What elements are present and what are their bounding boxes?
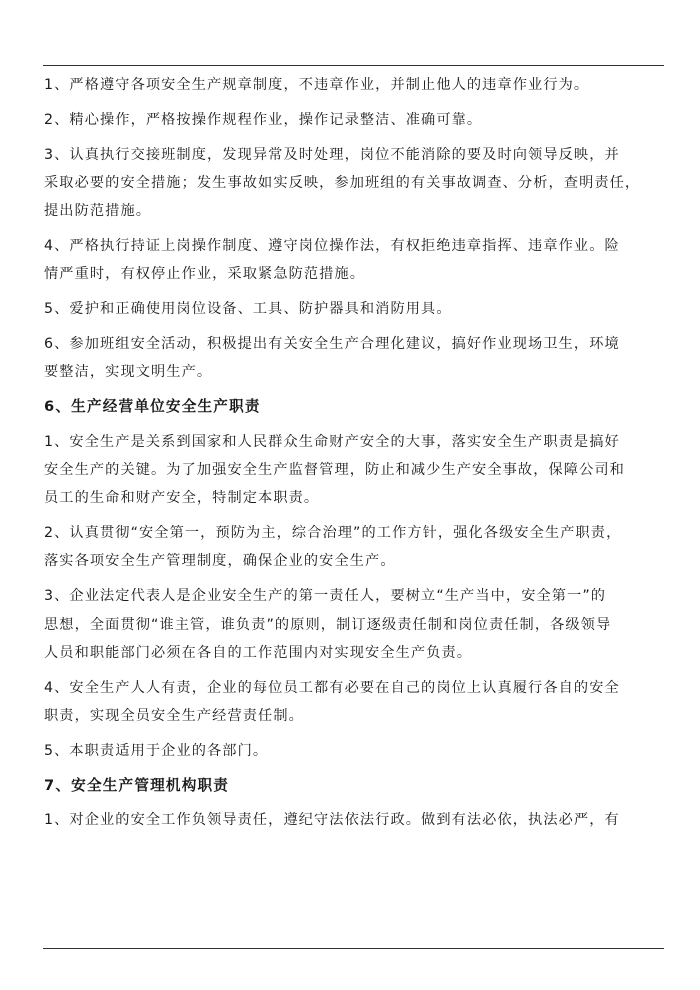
paragraph: 1、严格遵守各项安全生产规章制度，不违章作业，并制止他人的违章作业行为。	[44, 77, 590, 93]
paragraph: 2、认真贯彻“安全第一，预防为主，综合治理”的工作方针，强化各级安全生产职责， 落实各项安全生产管理制度，确保企业的安全生产。	[44, 525, 622, 570]
footer-rule	[43, 948, 664, 949]
header-rule	[43, 65, 664, 66]
paragraph: 1、安全生产是关系到国家和人民群众生命财产安全的大事，落实安全生产职责是搞好 安全生产的关键。为了加强安全生产监督管理，防止和减少生产安全事故，保障公司和 员工的生命和财产安全，特制定本职责。	[44, 433, 625, 507]
paragraph: 3、认真执行交接班制度，发现异常及时处理，岗位不能消除的要及时向领导反映，并 采取必要的安全措施；发生事故如实反映，参加班组的有关事故调查、分析，查明责任， 提出防范措施。	[44, 146, 641, 220]
section-heading: 6、生产经营单位安全生产职责	[44, 397, 261, 415]
paragraph: 3、企业法定代表人是企业安全生产的第一责任人，要树立“生产当中，安全第一”的 思想，全面贯彻“谁主管，谁负责”的原则，制订逐级责任制和岗位责任制，各级领导 人员和职能部门必须在各自的工作范围内对实现安全生产负责。	[44, 588, 612, 661]
paragraph: 5、爱护和正确使用岗位设备、工具、防护器具和消防用具。	[44, 301, 452, 318]
paragraph: 2、精心操作，严格按操作规程作业，操作记录整洁、准确可靠。	[44, 111, 483, 128]
document-body	[44, 71, 664, 841]
paragraph: 5、本职责适用于企业的各部门。	[44, 742, 269, 759]
paragraph: 6、参加班组安全活动，积极提出有关安全生产合理化建议，搞好作业现场卫生，环境 要整洁，实现文明生产。	[44, 335, 620, 381]
paragraph: 4、安全生产人人有责，企业的每位员工都有必要在自己的岗位上认真履行各自的安全 职责，实现全员安全生产经营责任制。	[44, 679, 620, 724]
paragraph: 4、严格执行持证上岗操作制度、遵守岗位操作法，有权拒绝违章指挥、违章作业。险 情严重时，有权停止作业，采取紧急防范措施。	[44, 237, 620, 283]
paragraph: 1、对企业的安全工作负领导责任，遵纪守法依法行政。做到有法必依，执法必严，有	[44, 812, 620, 829]
section-heading: 7、安全生产管理机构职责	[44, 776, 230, 794]
